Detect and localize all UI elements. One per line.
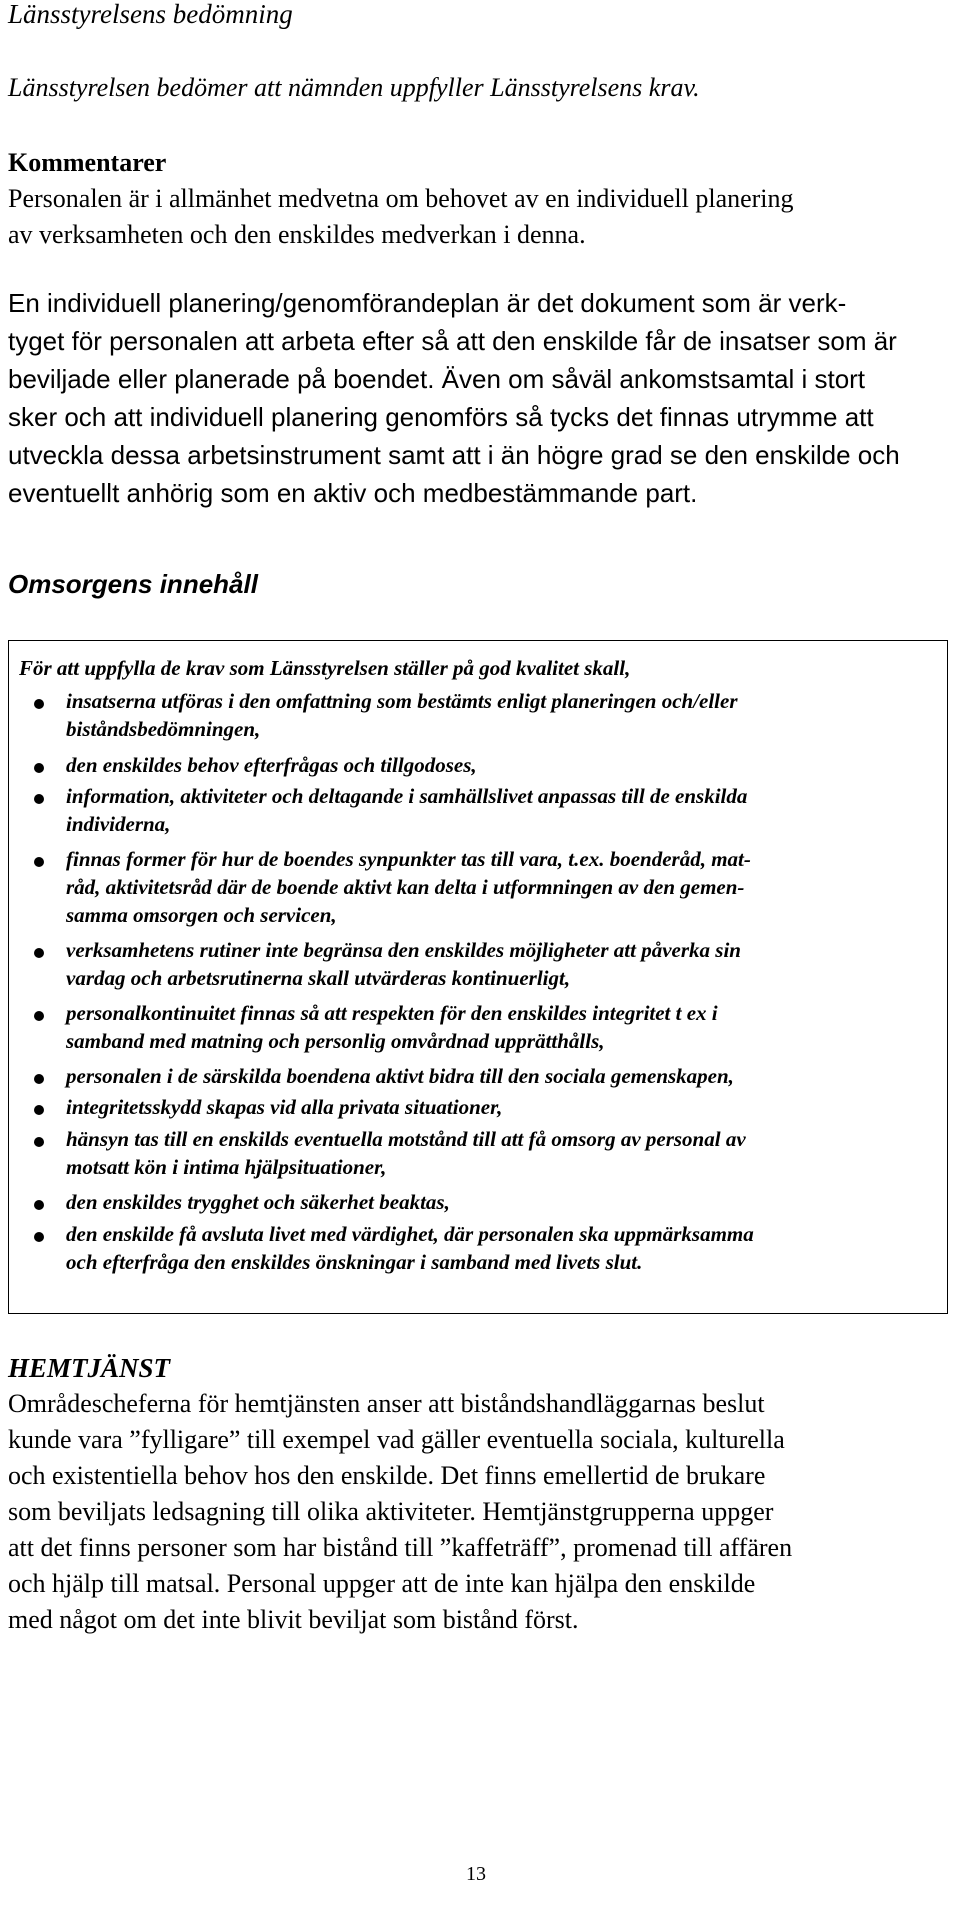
requirement-line: verksamhetens rutiner inte begränsa den enskildes möjligheter att påverka sin — [66, 938, 741, 962]
requirement-line: personalen i de särskilda boendena aktivt bidra till den sociala gemenskapen, — [66, 1064, 734, 1088]
requirement-line: individerna, — [66, 812, 171, 836]
requirement-line: information, aktiviteter och deltagande i samhällslivet anpassas till de enskilda — [66, 784, 748, 808]
requirement-line: personalkontinuitet finnas så att respekten för den enskildes integritet t ex i — [66, 1001, 718, 1025]
bullet-dot — [34, 1137, 44, 1147]
requirement-line: samband med matning och personlig omvårdnad upprätthålls, — [66, 1029, 605, 1053]
comments-paragraph-2-line: eventuellt anhörig som en aktiv och medbestämmande part. — [8, 478, 698, 508]
assessment-statement: Länsstyrelsen bedömer att nämnden uppfyller Länsstyrelsens krav. — [8, 73, 700, 102]
requirement-line: insatserna utföras i den omfattning som bestämts enligt planeringen och/eller — [66, 689, 738, 713]
comments-paragraph-2-line: sker och att individuell planering genomförs så tycks det finnas utrymme att — [8, 402, 874, 432]
requirements-intro: För att uppfylla de krav som Länsstyrelsen ställer på god kvalitet skall, — [19, 656, 631, 680]
requirement-line: råd, aktivitetsråd där de boende aktivt kan delta i utformningen av den gemen- — [66, 875, 745, 899]
care-content-heading: Omsorgens innehåll — [8, 569, 258, 599]
requirement-line: finnas former för hur de boendes synpunkter tas till vara, t.ex. boenderåd, mat- — [66, 847, 751, 871]
requirement-line: och efterfråga den enskildes önskningar i samband med livets slut. — [66, 1250, 643, 1274]
comments-paragraph-2-line: En individuell planering/genomförandeplan är det dokument som är verk- — [8, 288, 847, 318]
requirement-line: integritetsskydd skapas vid alla privata situationer, — [66, 1095, 503, 1119]
comments-heading: Kommentarer — [8, 148, 167, 177]
comments-paragraph-1-line: Personalen är i allmänhet medvetna om behovet av en individuell planering — [8, 184, 794, 213]
home-care-line: att det finns personer som har bistånd till ”kaffeträff”, promenad till affären — [8, 1533, 793, 1562]
bullet-dot — [34, 948, 44, 958]
home-care-line: som beviljats ledsagning till olika aktiviteter. Hemtjänstgrupperna uppger — [8, 1497, 774, 1526]
bullet-dot — [34, 794, 44, 804]
requirement-line: hänsyn tas till en enskilds eventuella motstånd till att få omsorg av personal av — [66, 1127, 746, 1151]
home-care-line: Områdescheferna för hemtjänsten anser att biståndshandläggarnas beslut — [8, 1389, 765, 1418]
requirement-line: den enskildes behov efterfrågas och tillgodoses, — [66, 753, 477, 777]
bullet-dot — [34, 1232, 44, 1242]
requirements-box — [8, 640, 948, 1314]
bullet-dot — [34, 699, 44, 709]
bullet-dot — [34, 1074, 44, 1084]
home-care-heading: HEMTJÄNST — [8, 1353, 171, 1383]
home-care-line: och hjälp till matsal. Personal uppger att de inte kan hjälpa den enskilde — [8, 1569, 756, 1598]
comments-paragraph-2-line: beviljade eller planerade på boendet. Även om såväl ankomstsamtal i stort — [8, 364, 866, 394]
bullet-dot — [34, 1200, 44, 1210]
requirement-line: den enskilde få avsluta livet med värdighet, där personalen ska uppmärksamma — [66, 1222, 754, 1246]
comments-paragraph-1-line: av verksamheten och den enskildes medverkan i denna. — [8, 220, 586, 249]
bullet-dot — [34, 1011, 44, 1021]
home-care-line: med något om det inte blivit beviljat som bistånd först. — [8, 1605, 579, 1634]
comments-paragraph-2-line: utveckla dessa arbetsinstrument samt att i än högre grad se den enskilde och — [8, 440, 900, 470]
home-care-line: och existentiella behov hos den enskilde. Det finns emellertid de brukare — [8, 1461, 766, 1490]
requirement-line: samma omsorgen och servicen, — [66, 903, 337, 927]
home-care-line: kunde vara ”fylligare” till exempel vad gäller eventuella sociala, kulturella — [8, 1425, 785, 1454]
requirement-line: motsatt kön i intima hjälpsituationer, — [66, 1155, 387, 1179]
requirement-line: vardag och arbetsrutinerna skall utvärderas kontinuerligt, — [66, 966, 571, 990]
bullet-dot — [34, 763, 44, 773]
requirement-line: den enskildes trygghet och säkerhet beaktas, — [66, 1190, 450, 1214]
requirement-line: biståndsbedömningen, — [66, 717, 261, 741]
assessment-heading: Länsstyrelsens bedömning — [8, 0, 293, 29]
bullet-dot — [34, 1105, 44, 1115]
bullet-dot — [34, 857, 44, 867]
comments-paragraph-2-line: tyget för personalen att arbeta efter så att den enskilde får de insatser som är — [8, 326, 897, 356]
page-number: 13 — [466, 1863, 486, 1885]
